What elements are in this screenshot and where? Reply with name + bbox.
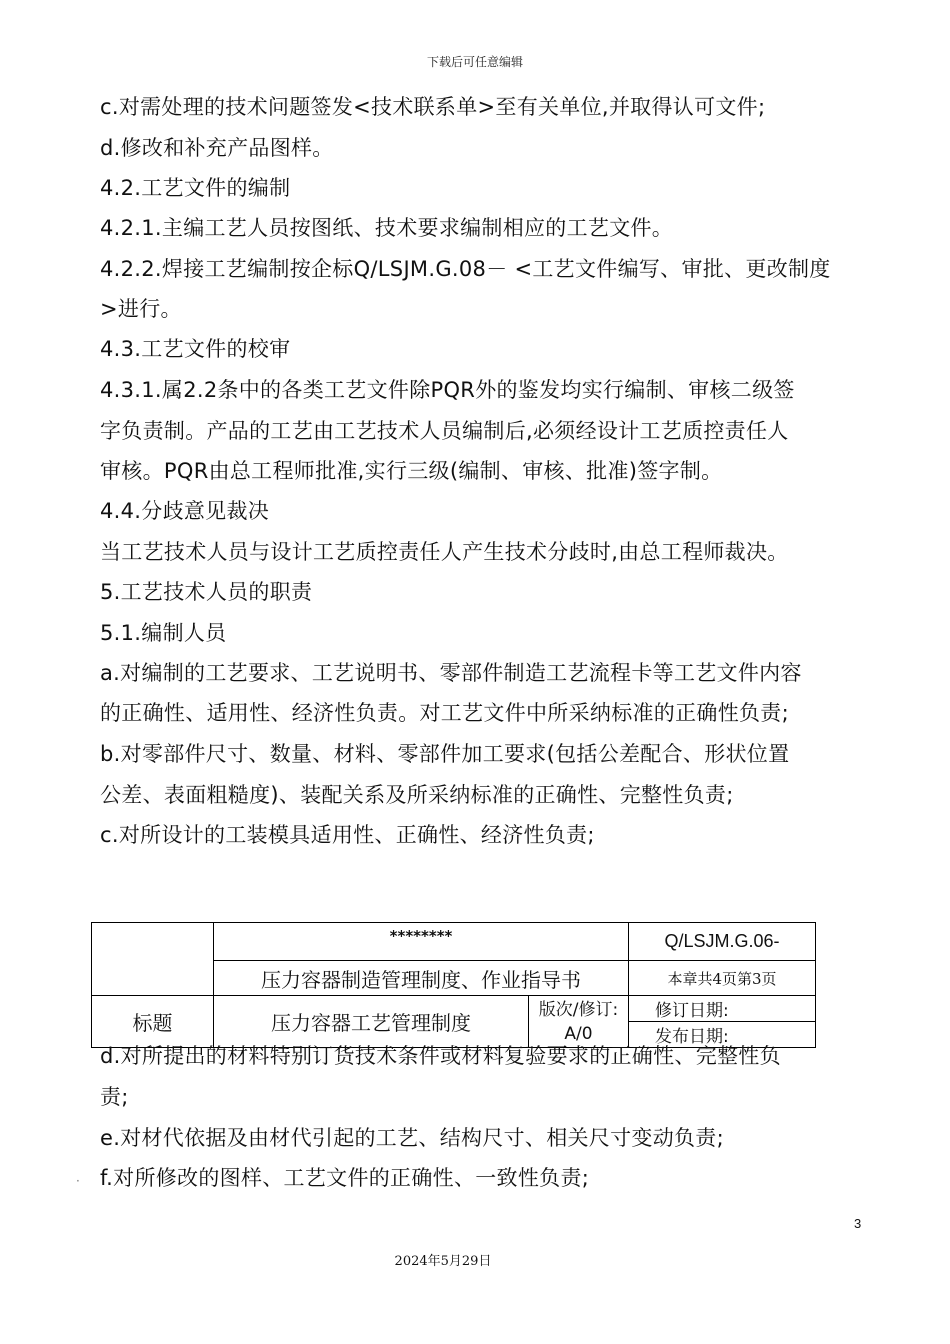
section-heading: 4.2.工艺文件的编制 — [100, 176, 291, 200]
text-line: >进行。 — [100, 297, 182, 321]
document-code: Q/LSJM.G.06- — [629, 923, 816, 961]
text-line: f.对所修改的图样、工艺文件的正确性、一致性负责; — [100, 1166, 590, 1190]
text-line: 责; — [100, 1085, 129, 1109]
section-heading: 5.工艺技术人员的职责 — [100, 580, 313, 604]
text-line: 当工艺技术人员与设计工艺质控责任人产生技术分歧时,由总工程师裁决。 — [100, 540, 789, 564]
section-heading: 4.3.工艺文件的校审 — [100, 337, 291, 361]
text-line: c.对所设计的工装模具适用性、正确性、经济性负责; — [100, 823, 595, 847]
footer-date: 2024年5月29日 — [394, 1254, 492, 1269]
version-value: A/0 — [564, 1023, 593, 1044]
series-title: 压力容器制造管理制度、作业指导书 — [214, 961, 629, 996]
text-line: 4.2.1.主编工艺人员按图纸、技术要求编制相应的工艺文件。 — [100, 216, 674, 240]
text-line: a.对编制的工艺要求、工艺说明书、零部件制造工艺流程卡等工艺文件内容 — [100, 661, 802, 685]
version-cell — [529, 996, 629, 1048]
page-number: 3 — [854, 1216, 862, 1231]
text-line: 4.3.1.属2.2条中的各类工艺文件除PQR外的鉴发均实行编制、审核二级签 — [100, 378, 795, 402]
text-line: d.修改和补充产品图样。 — [100, 136, 334, 160]
header-blank-cell — [92, 923, 214, 996]
margin-mark: · — [76, 1174, 80, 1188]
version-label: 版次/修订: — [538, 999, 619, 1020]
revision-date: 修订日期: — [629, 996, 816, 1022]
header-stars: ******** — [214, 923, 629, 961]
text-line: c.对需处理的技术问题签发<技术联系单>至有关单位,并取得认可文件; — [100, 95, 766, 119]
text-line: d.对所提出的材料特别订货技术条件或材料复验要求的正确性、完整性负 — [100, 1044, 781, 1068]
header-note: 下载后可任意编辑 — [426, 55, 523, 69]
page-info: 本章共4页第3页 — [629, 961, 816, 996]
document-title: 压力容器工艺管理制度 — [214, 996, 529, 1048]
text-line: 审核。PQR由总工程师批准,实行三级(编制、审核、批准)签字制。 — [100, 459, 723, 483]
text-line: 公差、表面粗糙度)、装配关系及所采纳标准的正确性、完整性负责; — [100, 783, 734, 807]
text-line: 的正确性、适用性、经济性负责。对工艺文件中所采纳标准的正确性负责; — [100, 701, 789, 725]
release-date: 发布日期: — [629, 1022, 816, 1048]
document-header-table — [91, 922, 816, 1048]
text-line: 4.2.2.焊接工艺编制按企标Q/LSJM.G.08－ <工艺文件编写、审批、更改制度 — [100, 257, 831, 281]
section-heading: 5.1.编制人员 — [100, 621, 227, 645]
title-label: 标题 — [92, 996, 214, 1048]
text-line: 字负责制。产品的工艺由工艺技术人员编制后,必须经设计工艺质控责任人 — [100, 419, 789, 443]
text-line: b.对零部件尺寸、数量、材料、零部件加工要求(包括公差配合、形状位置 — [100, 742, 790, 766]
text-line: e.对材代依据及由材代引起的工艺、结构尺寸、相关尺寸变动负责; — [100, 1126, 724, 1150]
section-heading: 4.4.分歧意见裁决 — [100, 499, 270, 523]
